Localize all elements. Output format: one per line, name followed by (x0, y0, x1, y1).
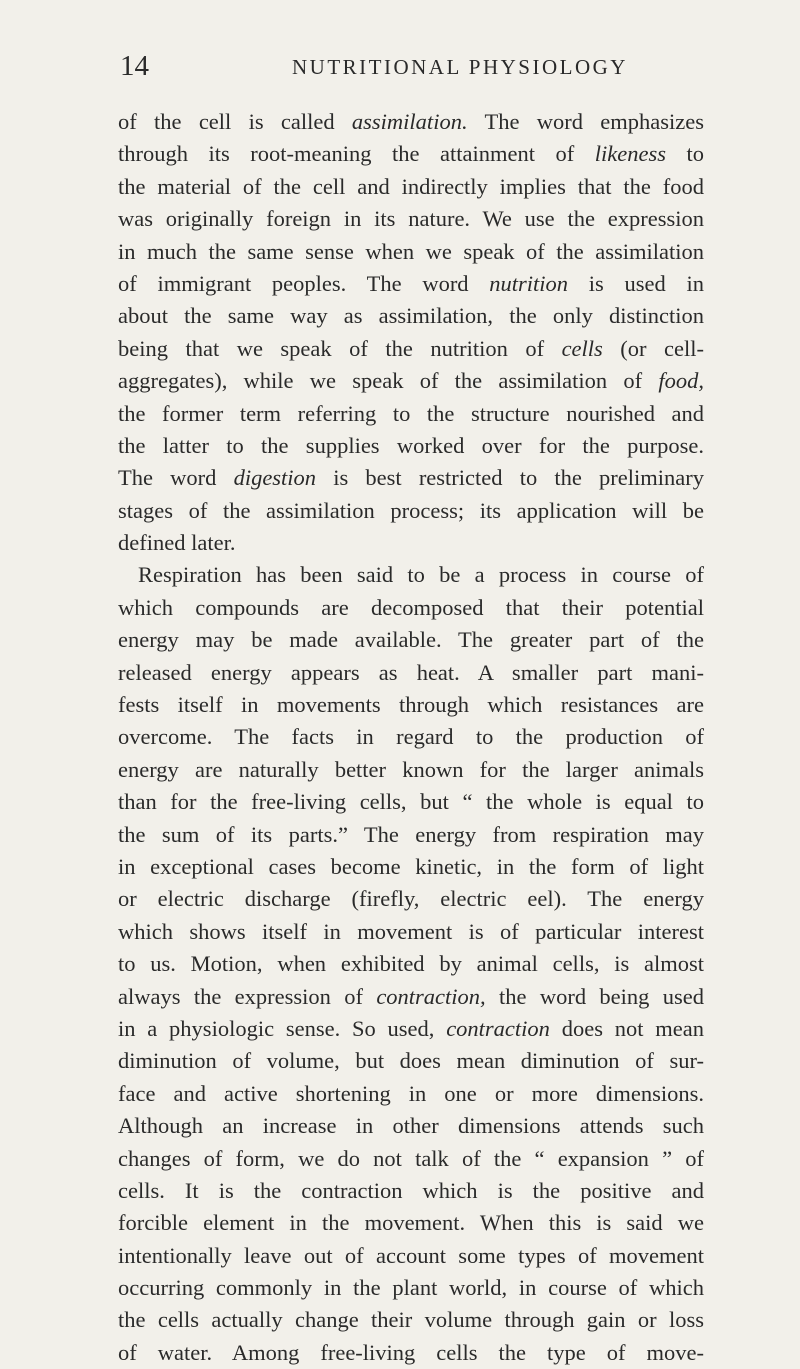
text-line (118, 1078, 704, 1110)
text-segment: cells. It is the contraction which is the positive and (118, 1177, 704, 1203)
text-line (118, 721, 704, 753)
text-segment: of immigrant peoples. The word (118, 270, 490, 296)
text-line (118, 138, 704, 170)
text-segment: the sum of its parts.” The energy from respiration may (118, 821, 704, 847)
text-segment: energy may be made available. The greater part of the (118, 627, 704, 653)
text-segment: about the same way as assimilation, the only distinction (118, 303, 704, 329)
text-segment: the material of the cell and indirectly implies that the food (118, 173, 704, 199)
text-line (118, 754, 704, 786)
text-line (118, 1240, 704, 1272)
italic-term: cells (561, 335, 603, 361)
text-segment: does not mean (549, 1015, 704, 1041)
text-segment: energy are naturally better known for the larger animals (118, 756, 704, 782)
page-header (120, 48, 700, 88)
text-line (118, 1143, 704, 1175)
text-segment: which compounds are decomposed that their potential (118, 594, 704, 620)
text-segment: Although an increase in other dimensions attends such (118, 1113, 704, 1139)
text-line (118, 171, 704, 203)
text-segment: in much the same sense when we speak of the assimilation (118, 238, 704, 264)
text-segment: in a physiologic sense. So used, (118, 1015, 447, 1041)
text-segment: of water. Among free-living cells the type of move- (118, 1339, 704, 1365)
text-line (118, 495, 704, 527)
text-segment: being that we speak of the nutrition of (118, 335, 562, 361)
text-line (118, 527, 704, 559)
text-line (118, 592, 704, 624)
text-line (118, 462, 704, 494)
text-line (118, 1110, 704, 1142)
text-line (118, 333, 704, 365)
text-segment: was originally foreign in its nature. We use the expression (118, 206, 704, 232)
italic-term: contraction (446, 1015, 550, 1041)
text-line (118, 689, 704, 721)
text-line (118, 883, 704, 915)
italic-term: assimilation. (351, 109, 468, 134)
text-segment: face and active shortening in one or more dimensions. (118, 1080, 704, 1106)
italic-term: likeness (594, 141, 666, 167)
text-segment: released energy appears as heat. A smaller part mani- (118, 659, 704, 685)
text-segment: to (665, 141, 704, 167)
text-segment: (or cell- (602, 335, 704, 361)
italic-term: contraction, (376, 983, 486, 1009)
text-line (118, 300, 704, 332)
text-line (118, 236, 704, 268)
text-line (118, 1337, 704, 1369)
text-segment: diminution of volume, but does mean diminution of sur- (118, 1048, 704, 1074)
text-segment: occurring commonly in the plant world, in course of which (118, 1275, 704, 1301)
text-segment: Respiration has been said to be a process in course of (138, 562, 704, 588)
text-segment: always the expression of (118, 983, 377, 1009)
body-text (118, 106, 704, 1369)
text-line (118, 948, 704, 980)
text-line (118, 1207, 704, 1239)
text-line (118, 430, 704, 462)
text-line (118, 981, 704, 1013)
italic-term: food, (658, 368, 704, 394)
text-line (118, 203, 704, 235)
text-segment: the word being used (485, 983, 704, 1009)
text-line (118, 365, 704, 397)
text-segment: to us. Motion, when exhibited by animal cells, is almost (118, 951, 704, 977)
text-line (118, 1175, 704, 1207)
page-number: 14 (120, 50, 149, 82)
text-line (118, 268, 704, 300)
text-segment: the cells actually change their volume through gain or loss (118, 1307, 704, 1333)
text-segment: which shows itself in movement is of particular interest (118, 918, 704, 944)
text-segment: forcible element in the movement. When this is said we (118, 1210, 704, 1236)
text-line (118, 398, 704, 430)
text-line (118, 786, 704, 818)
text-segment: is best restricted to the preliminary (316, 465, 704, 491)
text-segment: than for the free-living cells, but “ the whole is equal to (118, 789, 704, 815)
text-segment: aggregates), while we speak of the assimilation of (118, 368, 659, 394)
text-segment: the former term referring to the structure nourished and (118, 400, 704, 426)
text-segment: or electric discharge (firefly, electric eel). The energy (118, 886, 704, 912)
text-segment: intentionally leave out of account some types of movement (118, 1242, 704, 1268)
text-segment: of the cell is called (118, 109, 352, 134)
text-segment: The word emphasizes (467, 109, 704, 134)
text-line (118, 106, 704, 138)
text-line (118, 851, 704, 883)
italic-term: nutrition (489, 270, 569, 296)
text-segment: changes of form, we do not talk of the “ expansion ” of (118, 1145, 704, 1171)
text-segment: fests itself in movements through which resistances are (118, 692, 704, 718)
text-line (118, 1045, 704, 1077)
running-head: NUTRITIONAL PHYSIOLOGY (292, 55, 628, 79)
text-segment: the latter to the supplies worked over for the purpose. (118, 432, 704, 458)
text-line (118, 657, 704, 689)
text-line (118, 819, 704, 851)
text-segment: in exceptional cases become kinetic, in the form of light (118, 853, 704, 879)
text-segment: defined later. (118, 530, 236, 556)
text-line (118, 624, 704, 656)
text-line (118, 916, 704, 948)
text-line (118, 1013, 704, 1045)
text-line (118, 1272, 704, 1304)
text-segment: overcome. The facts in regard to the production of (118, 724, 704, 750)
text-segment: through its root-meaning the attainment of (118, 141, 595, 167)
text-line (118, 559, 704, 591)
text-line (118, 1304, 704, 1336)
text-segment: stages of the assimilation process; its application will be (118, 497, 704, 523)
text-segment: is used in (568, 270, 704, 296)
italic-term: digestion (233, 465, 317, 491)
text-segment: The word (118, 465, 234, 491)
